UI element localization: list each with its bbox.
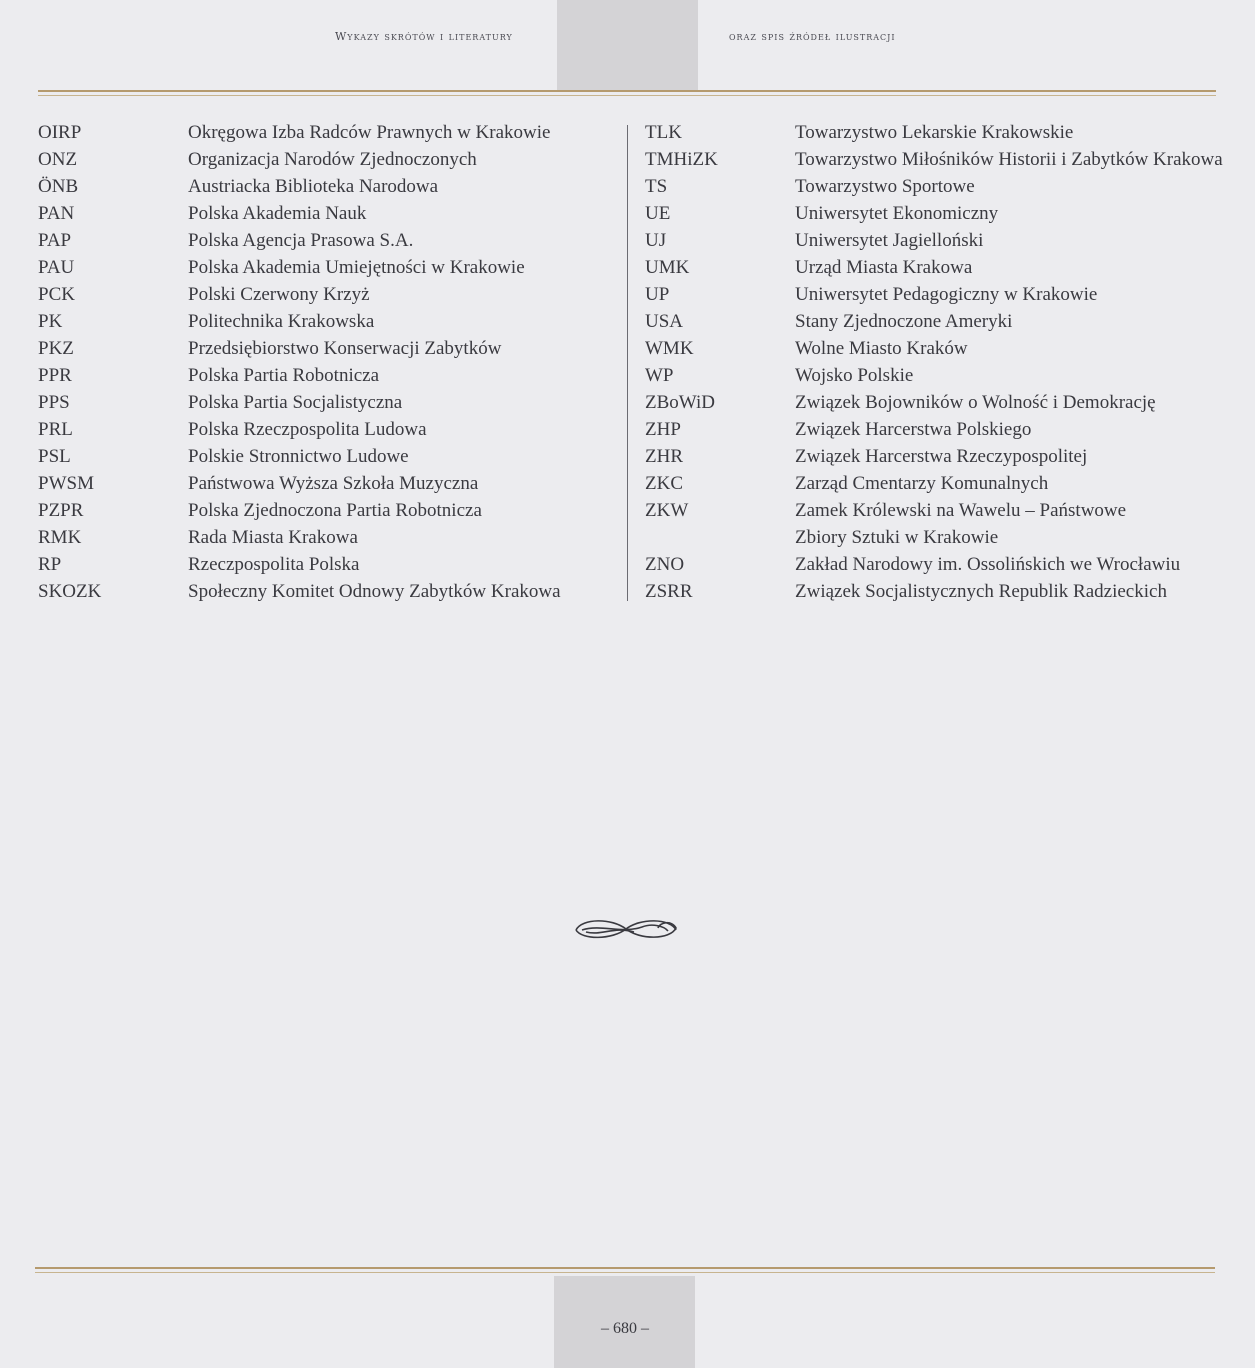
abbreviation-code: PKZ xyxy=(38,338,74,359)
abbreviation-code: RP xyxy=(38,554,62,575)
abbreviation-entry xyxy=(645,578,1245,605)
abbreviation-entry xyxy=(38,254,618,281)
abbreviation-code: UMK xyxy=(645,257,690,278)
abbreviation-expansion: Rada Miasta Krakowa xyxy=(188,527,358,548)
abbreviation-entry xyxy=(645,254,1245,281)
abbreviation-expansion: Zakład Narodowy im. Ossolińskich we Wrocławiu xyxy=(795,554,1181,575)
abbreviation-expansion: Towarzystwo Sportowe xyxy=(795,176,975,197)
abbreviation-expansion: Polska Rzeczpospolita Ludowa xyxy=(188,419,427,440)
abbreviation-expansion: Uniwersytet Ekonomiczny xyxy=(795,203,999,224)
abbreviation-entry xyxy=(645,281,1245,308)
abbreviation-expansion: Organizacja Narodów Zjednoczonych xyxy=(188,149,477,170)
abbreviation-expansion: Zbiory Sztuki w Krakowie xyxy=(795,527,999,548)
abbreviation-code: ZBoWiD xyxy=(645,392,715,413)
abbreviation-expansion: Związek Harcerstwa Rzeczypospolitej xyxy=(795,446,1088,467)
abbreviation-expansion: Związek Harcerstwa Polskiego xyxy=(795,419,1032,440)
abbreviation-entry xyxy=(645,227,1245,254)
running-head-right: oraz spis źródeł ilustracji xyxy=(729,30,896,43)
abbreviation-code: TS xyxy=(645,176,668,197)
abbreviation-entry xyxy=(38,497,618,524)
abbreviation-code: ZKW xyxy=(645,500,689,521)
abbreviation-code: OIRP xyxy=(38,122,82,143)
abbreviation-entry xyxy=(38,335,618,362)
abbreviation-entry xyxy=(38,362,618,389)
abbreviation-entry xyxy=(645,119,1245,146)
abbreviation-entry xyxy=(645,173,1245,200)
abbreviation-entry xyxy=(645,200,1245,227)
abbreviation-code: PSL xyxy=(38,446,71,467)
abbreviation-entry xyxy=(645,551,1245,578)
abbreviation-code: TLK xyxy=(645,122,682,143)
abbreviations-column-left xyxy=(38,119,618,605)
abbreviation-entry xyxy=(38,146,618,173)
abbreviation-expansion: Rzeczpospolita Polska xyxy=(188,554,360,575)
gutter-top xyxy=(557,0,698,90)
abbreviation-expansion: Społeczny Komitet Odnowy Zabytków Krakowa xyxy=(188,581,561,602)
top-rule-thin xyxy=(38,95,1216,96)
abbreviation-expansion: Polski Czerwony Krzyż xyxy=(188,284,370,305)
abbreviations-column-right xyxy=(645,119,1245,605)
running-head-left: Wykazy skrótów i literatury xyxy=(335,30,513,43)
abbreviation-code: UP xyxy=(645,284,670,305)
abbreviation-expansion: Przedsiębiorstwo Konserwacji Zabytków xyxy=(188,338,502,359)
abbreviation-entry xyxy=(38,470,618,497)
abbreviation-entry xyxy=(645,470,1245,497)
column-divider xyxy=(627,125,628,601)
abbreviation-expansion: Towarzystwo Lekarskie Krakowskie xyxy=(795,122,1074,143)
abbreviation-code: USA xyxy=(645,311,684,332)
abbreviation-code: ZNO xyxy=(645,554,685,575)
abbreviation-expansion: Państwowa Wyższa Szkoła Muzyczna xyxy=(188,473,479,494)
abbreviation-expansion: Związek Bojowników o Wolność i Demokrację xyxy=(795,392,1156,413)
abbreviation-code: UJ xyxy=(645,230,667,251)
abbreviation-expansion: Okręgowa Izba Radców Prawnych w Krakowie xyxy=(188,122,551,143)
abbreviation-entry xyxy=(645,146,1245,173)
abbreviation-entry xyxy=(645,335,1245,362)
abbreviation-code: PZPR xyxy=(38,500,84,521)
abbreviation-code: PCK xyxy=(38,284,75,305)
abbreviation-code: SKOZK xyxy=(38,581,102,602)
page-number: – 680 – xyxy=(601,1320,649,1337)
abbreviation-entry xyxy=(645,497,1245,524)
abbreviation-code: RMK xyxy=(38,527,82,548)
abbreviation-code: PPS xyxy=(38,392,70,413)
abbreviation-entry xyxy=(38,173,618,200)
abbreviation-entry xyxy=(38,389,618,416)
abbreviation-code xyxy=(645,524,795,551)
abbreviation-code: ZSRR xyxy=(645,581,693,602)
abbreviation-entry xyxy=(38,524,618,551)
abbreviation-code: WP xyxy=(645,365,674,386)
abbreviation-entry xyxy=(645,308,1245,335)
abbreviation-entry xyxy=(38,119,618,146)
abbreviation-entry xyxy=(38,578,618,605)
abbreviation-code: TMHiZK xyxy=(645,149,718,170)
abbreviation-entry xyxy=(38,227,618,254)
abbreviation-expansion: Zarząd Cmentarzy Komunalnych xyxy=(795,473,1049,494)
abbreviation-code: PAU xyxy=(38,257,75,278)
abbreviation-expansion: Austriacka Biblioteka Narodowa xyxy=(188,176,439,197)
abbreviation-expansion: Stany Zjednoczone Ameryki xyxy=(795,311,1013,332)
abbreviation-expansion: Uniwersytet Jagielloński xyxy=(795,230,984,251)
abbreviation-entry xyxy=(645,416,1245,443)
bottom-rule xyxy=(35,1267,1215,1269)
abbreviation-code: UE xyxy=(645,203,671,224)
abbreviation-code: PPR xyxy=(38,365,72,386)
abbreviation-expansion: Polska Partia Socjalistyczna xyxy=(188,392,403,413)
abbreviation-code: PWSM xyxy=(38,473,94,494)
abbreviation-code: PAP xyxy=(38,230,72,251)
top-rule xyxy=(38,90,1216,92)
abbreviation-expansion: Zamek Królewski na Wawelu – Państwowe xyxy=(795,500,1127,521)
abbreviation-entry xyxy=(645,524,1245,551)
abbreviation-entry xyxy=(38,200,618,227)
flourish-icon xyxy=(572,910,680,948)
abbreviation-code: ZHP xyxy=(645,419,681,440)
abbreviation-code: WMK xyxy=(645,338,694,359)
abbreviation-entry xyxy=(38,281,618,308)
abbreviation-entry xyxy=(645,362,1245,389)
abbreviation-expansion: Polskie Stronnictwo Ludowe xyxy=(188,446,409,467)
abbreviation-expansion: Uniwersytet Pedagogiczny w Krakowie xyxy=(795,284,1098,305)
abbreviation-code: ZHR xyxy=(645,446,683,467)
abbreviation-code: PAN xyxy=(38,203,75,224)
abbreviation-expansion: Polska Zjednoczona Partia Robotnicza xyxy=(188,500,482,521)
abbreviation-expansion: Urząd Miasta Krakowa xyxy=(795,257,973,278)
abbreviation-entry xyxy=(645,389,1245,416)
abbreviation-entry xyxy=(38,443,618,470)
abbreviation-expansion: Polska Akademia Nauk xyxy=(188,203,367,224)
abbreviation-expansion: Polska Partia Robotnicza xyxy=(188,365,380,386)
abbreviation-expansion: Wolne Miasto Kraków xyxy=(795,338,968,359)
abbreviation-expansion: Związek Socjalistycznych Republik Radzieckich xyxy=(795,581,1167,602)
abbreviation-code: ONZ xyxy=(38,149,78,170)
abbreviation-expansion: Towarzystwo Miłośników Historii i Zabytków Krakowa xyxy=(795,149,1223,170)
abbreviation-expansion: Polska Agencja Prasowa S.A. xyxy=(188,230,414,251)
bottom-rule-thin xyxy=(35,1272,1215,1273)
abbreviation-expansion: Wojsko Polskie xyxy=(795,365,914,386)
abbreviation-code: ZKC xyxy=(645,473,683,494)
abbreviation-code: ÖNB xyxy=(38,176,79,197)
abbreviation-expansion: Politechnika Krakowska xyxy=(188,311,375,332)
abbreviation-entry xyxy=(645,443,1245,470)
abbreviation-entry xyxy=(38,416,618,443)
abbreviation-entry xyxy=(38,551,618,578)
abbreviation-entry xyxy=(38,308,618,335)
abbreviation-code: PRL xyxy=(38,419,73,440)
abbreviation-code: PK xyxy=(38,311,63,332)
abbreviation-expansion: Polska Akademia Umiejętności w Krakowie xyxy=(188,257,525,278)
